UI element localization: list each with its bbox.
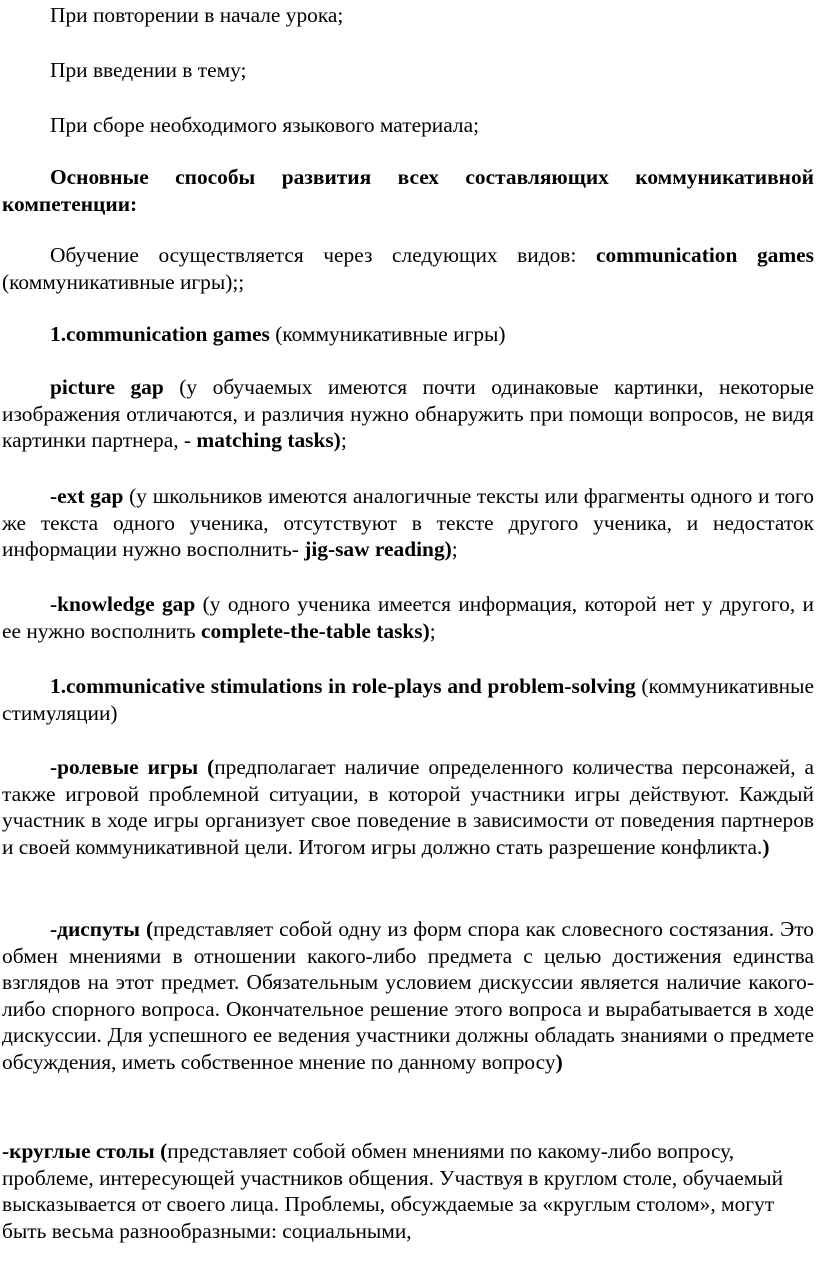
text-gap-paragraph (2, 483, 814, 563)
disputes-text: представляет собой одну из форм спора как словесного состязания. Это обмен мнениями в отношении какого-либо предмета с целью достижения единства взглядов на этот предмет. Обязательным условием дискуссии является наличие какого-либо спорного вопроса. Окончательное решение этого вопроса и вырабатывается в ходе дискуссии. Для успешного ее ведения участники должны обладать знаниями о предмете обсуждения, иметь собственное мнение по данному вопросу (2, 917, 814, 1074)
section1-bold: 1.communication games (50, 322, 270, 346)
intro-paragraph (2, 242, 814, 295)
round-tables-text: представляет собой обмен мнениями по какому-либо вопросу, проблеме, интересующей участников общения. Участвуя в круглом столе, обучаемый высказывается от своего лица. Проблемы, обсуждаемые за «круглым столом», могут быть весьма разнообразными: социальными, (2, 1139, 784, 1243)
round-tables-paragraph (2, 1138, 808, 1244)
text-gap-text: (у школьников имеются аналогичные тексты или фрагменты одного и того же текста одного ученика, отсутствуют в тексте другого ученика, и недостаток информации нужно восполнить- (2, 484, 814, 562)
knowledge-gap-end: ; (429, 618, 436, 643)
picture-gap-bold: picture gap (50, 375, 164, 399)
disputes-paragraph (2, 916, 814, 1076)
knowledge-gap-text: (у одного ученика имеется информация, которой нет у другого, и ее нужно восполнить (2, 592, 815, 643)
intro-text: Обучение осуществляется через следующих видов: (50, 243, 596, 267)
line-material: При сборе необходимого языкового материала; (50, 113, 480, 137)
picture-gap-end: ; (340, 428, 347, 453)
role-games-bold2: ) (762, 834, 770, 859)
knowledge-gap-bold: -knowledge gap (50, 592, 196, 616)
section-heading (2, 164, 814, 217)
heading-text: Основные способы развития всех составляющих коммуникативной компетенции: (2, 165, 814, 216)
knowledge-gap-paragraph (2, 591, 814, 644)
section2-bold: 1.communicative stimulations in role-plays and problem-solving (50, 674, 636, 698)
disputes-bold2: ) (555, 1049, 563, 1074)
picture-gap-text: (у обучаемых имеются почти одинаковые картинки, некоторые изображения отличаются, и различия нужно обнаружить при помощи вопросов, не видя картинки партнера, - (2, 375, 814, 453)
role-games-bold: -ролевые игры ( (50, 755, 215, 779)
picture-gap-paragraph (2, 374, 814, 454)
line-repetition: При повторении в начале урока; (50, 3, 344, 27)
role-games-paragraph (2, 754, 814, 860)
disputes-bold: -диспуты ( (50, 917, 154, 941)
section2-rest: (коммуникативные стимуляции) (2, 674, 814, 725)
round-tables-bold: -круглые столы ( (2, 1139, 168, 1163)
section1-rest: (коммуникативные игры) (269, 322, 506, 346)
text-gap-bold2: jig-saw reading) (304, 537, 452, 562)
picture-gap-bold2: matching tasks) (196, 428, 341, 453)
text-gap-bold: -ext gap (50, 484, 124, 508)
line-introduction: При введении в тему; (50, 58, 247, 82)
text-gap-end: ; (451, 537, 458, 562)
section2-title (2, 673, 814, 726)
section1-title (2, 321, 814, 348)
knowledge-gap-bold2: complete-the-table tasks) (201, 618, 430, 643)
intro-bold: communication games (595, 243, 814, 267)
role-games-text: предполагает наличие определенного количества персонажей, а также игровой проблемной ситуации, в которой участники игры действуют. Каждый участник в ходе игры организует свое поведение в зависимости от поведения партнеров и своей коммуникативной цели. Итогом игры должно стать разрешение конфликта. (2, 755, 814, 859)
intro-rest: (коммуникативные игры);; (2, 269, 245, 294)
